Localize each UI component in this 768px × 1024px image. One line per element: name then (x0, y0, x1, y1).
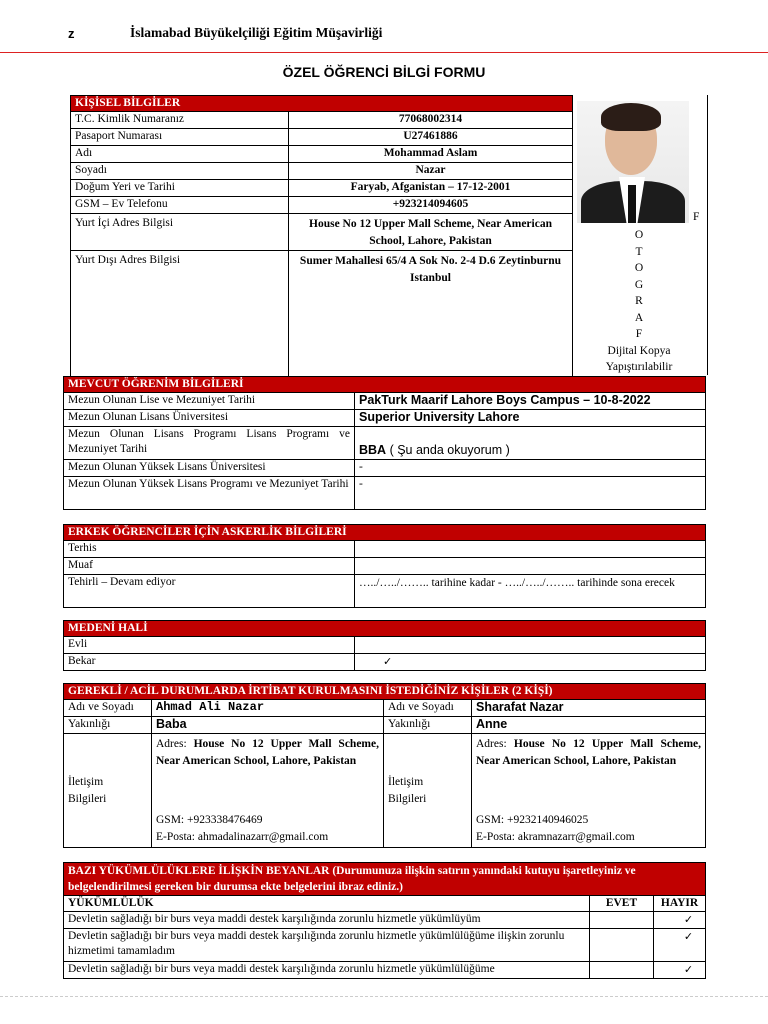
value-contact2-relation: Anne (472, 717, 706, 734)
obligation-row-1: Devletin sağladığı bir burs veya maddi destek karşılığında zorunlu hizmetle yükümlüyüm (64, 912, 590, 929)
page-bottom-line (0, 996, 768, 997)
header-letter: z (68, 26, 75, 41)
value-contact1-name: Ahmad Ali Nazar (152, 700, 384, 717)
label-surname: Soyadı (71, 163, 289, 180)
personal-info-table (70, 95, 573, 378)
value-bachelor-uni: Superior University Lahore (355, 410, 706, 427)
value-bachelor-program (355, 427, 706, 460)
photo-letter: O (634, 262, 644, 274)
value-contact1-info (152, 734, 384, 848)
education-table (63, 376, 706, 510)
label-passport: Pasaport Numarası (71, 129, 289, 146)
label-contact1-info (64, 734, 152, 848)
obligations-table (63, 862, 706, 979)
value-surname: Nazar (289, 163, 573, 180)
obligation-2-no-check-icon[interactable]: ✓ (654, 929, 706, 962)
contact1-gsm: GSM: +923338476469 (156, 814, 263, 826)
contacts-table (63, 683, 706, 848)
contact-label-line: İletişim (388, 775, 424, 788)
marital-table (63, 620, 706, 671)
photo-letter: O (634, 229, 644, 241)
photo-letter: T (635, 245, 643, 258)
value-tc-no: 77068002314 (289, 112, 573, 129)
obligations-section-title: BAZI YÜKÜMLÜLÜKLERE İLİŞKİN BEYANLAR (Durumunuza ilişkin satırın yanındaki kutuyu işaretleyiniz ve belgelendirilmesi gereken bir durumsa ekte belgelerini ibraz ediniz.) (64, 863, 706, 896)
label-name: Adı (71, 146, 289, 163)
value-passport: U27461886 (289, 129, 573, 146)
contact2-email: E-Posta: akramnazarr@gmail.com (476, 830, 635, 843)
value-master-uni: - (355, 460, 706, 477)
photo-cell (571, 95, 708, 375)
value-master-program: - (355, 477, 706, 510)
photo-letter: F (635, 328, 643, 340)
value-birth: Faryab, Afganistan – 17-12-2001 (289, 180, 573, 197)
label-married: Evli (64, 637, 355, 654)
photo-label (571, 227, 707, 376)
military-section-title: ERKEK ÖĞRENCİLER İÇİN ASKERLİK BİLGİLERİ (64, 525, 706, 541)
label-foreign-address: Yurt Dışı Adres Bilgisi (71, 251, 289, 378)
obligation-1-no-check-icon[interactable]: ✓ (654, 912, 706, 929)
contact2-address: House No 12 Upper Mall Scheme, Near American School, Lahore, Pakistan (476, 738, 702, 767)
label-contact2-info (384, 734, 472, 848)
value-name: Mohammad Aslam (289, 146, 573, 163)
header-institution: İslamabad Büyükelçiliği Eğitim Müşavirliği (130, 25, 383, 40)
photo-letter: R (635, 295, 643, 307)
photo-letter: G (634, 278, 644, 291)
value-deferred: …../…../…….. tarihine kadar - …../…../…….. tarihinde sona erecek (355, 575, 706, 608)
label-bachelor-uni: Mezun Olunan Lisans Üniversitesi (64, 410, 355, 427)
label-contact2-name: Adı ve Soyadı (384, 700, 472, 717)
contact-label-line: Bilgileri (388, 792, 427, 805)
photo-note-paste: Yapıştırılabilir (605, 361, 673, 373)
value-foreign-address: Sumer Mahallesi 65/4 A Sok No. 2-4 D.6 Zeytinburnu Istanbul (289, 251, 573, 378)
contacts-section-title: GEREKLİ / ACİL DURUMLARDA İRTİBAT KURULMASINI İSTEDİĞİNİZ KİŞİLER (2 KİŞİ) (64, 684, 706, 700)
check-icon: ✓ (355, 654, 706, 671)
obligation-row-2: Devletin sağladığı bir burs veya maddi destek karşılığında zorunlu hizmetle yükümlülüğüme ilişkin zorunlu hizmetimi tamamladım (64, 929, 590, 962)
personal-section-title: KİŞİSEL BİLGİLER (71, 96, 573, 112)
label-master-uni: Mezun Olunan Yüksek Lisans Üniversitesi (64, 460, 355, 477)
value-married (355, 637, 706, 654)
label-contact1-name: Adı ve Soyadı (64, 700, 152, 717)
label-bachelor-program: Mezun Olunan Lisans Programı Lisans Programı ve Mezuniyet Tarihi (64, 427, 355, 460)
label-master-program: Mezun Olunan Yüksek Lisans Programı ve Mezuniyet Tarihi (64, 477, 355, 510)
value-bachelor-program-note: ( Şu anda okuyorum ) (386, 443, 510, 457)
contact2-gsm: GSM: +9232140946025 (476, 814, 589, 826)
value-contact2-info (472, 734, 706, 848)
label-birth: Doğum Yeri ve Tarihi (71, 180, 289, 197)
obligation-1-yes[interactable] (590, 912, 654, 929)
obligation-3-yes[interactable] (590, 962, 654, 979)
marital-section-title: MEDENİ HALİ (64, 621, 706, 637)
label-tc-no: T.C. Kimlik Numaranız (71, 112, 289, 129)
photo-note-digital: Dijital Kopya (607, 344, 671, 357)
value-gsm: +923214094605 (289, 197, 573, 214)
obligation-2-yes[interactable] (590, 929, 654, 962)
obligation-3-no-check-icon[interactable]: ✓ (654, 962, 706, 979)
address-prefix: Adres: (156, 738, 187, 750)
student-photo (577, 101, 689, 223)
value-contact1-relation: Baba (152, 717, 384, 734)
contact1-address: House No 12 Upper Mall Scheme, Near American School, Lahore, Pakistan (156, 738, 379, 767)
photo-letter: A (634, 311, 644, 324)
label-contact2-relation: Yakınlığı (384, 717, 472, 734)
label-domestic-address: Yurt İçi Adres Bilgisi (71, 214, 289, 251)
col-no: HAYIR (654, 896, 706, 912)
value-discharged (355, 541, 706, 558)
photo-letter-f: F (693, 211, 700, 223)
label-single: Bekar (64, 654, 355, 671)
page-header (0, 0, 768, 53)
value-highschool: PakTurk Maarif Lahore Boys Campus – 10-8-2022 (355, 393, 706, 410)
contact-label-line: İletişim (68, 775, 104, 788)
value-domestic-address: House No 12 Upper Mall Scheme, Near American School, Lahore, Pakistan (289, 214, 573, 251)
contact1-email: E-Posta: ahmadalinazarr@gmail.com (156, 830, 329, 843)
label-gsm: GSM – Ev Telefonu (71, 197, 289, 214)
value-bachelor-program-name: BBA (359, 443, 387, 457)
col-yes: EVET (590, 896, 654, 912)
address-prefix: Adres: (476, 738, 507, 750)
label-discharged: Terhis (64, 541, 355, 558)
label-deferred: Tehirli – Devam ediyor (64, 575, 355, 608)
label-contact1-relation: Yakınlığı (64, 717, 152, 734)
form-title: ÖZEL ÖĞRENCİ BİLGİ FORMU (282, 64, 486, 80)
contact-label-line: Bilgileri (68, 792, 107, 805)
value-exempt (355, 558, 706, 575)
col-obligation: YÜKÜMLÜLÜK (64, 896, 590, 912)
value-contact2-name: Sharafat Nazar (472, 700, 706, 717)
military-table (63, 524, 706, 608)
obligation-row-3: Devletin sağladığı bir burs veya maddi destek karşılığında zorunlu hizmetle yükümlülüğüme (64, 962, 590, 979)
education-section-title: MEVCUT ÖĞRENİM BİLGİLERİ (64, 377, 706, 393)
label-highschool: Mezun Olunan Lise ve Mezuniyet Tarihi (64, 393, 355, 410)
label-exempt: Muaf (64, 558, 355, 575)
